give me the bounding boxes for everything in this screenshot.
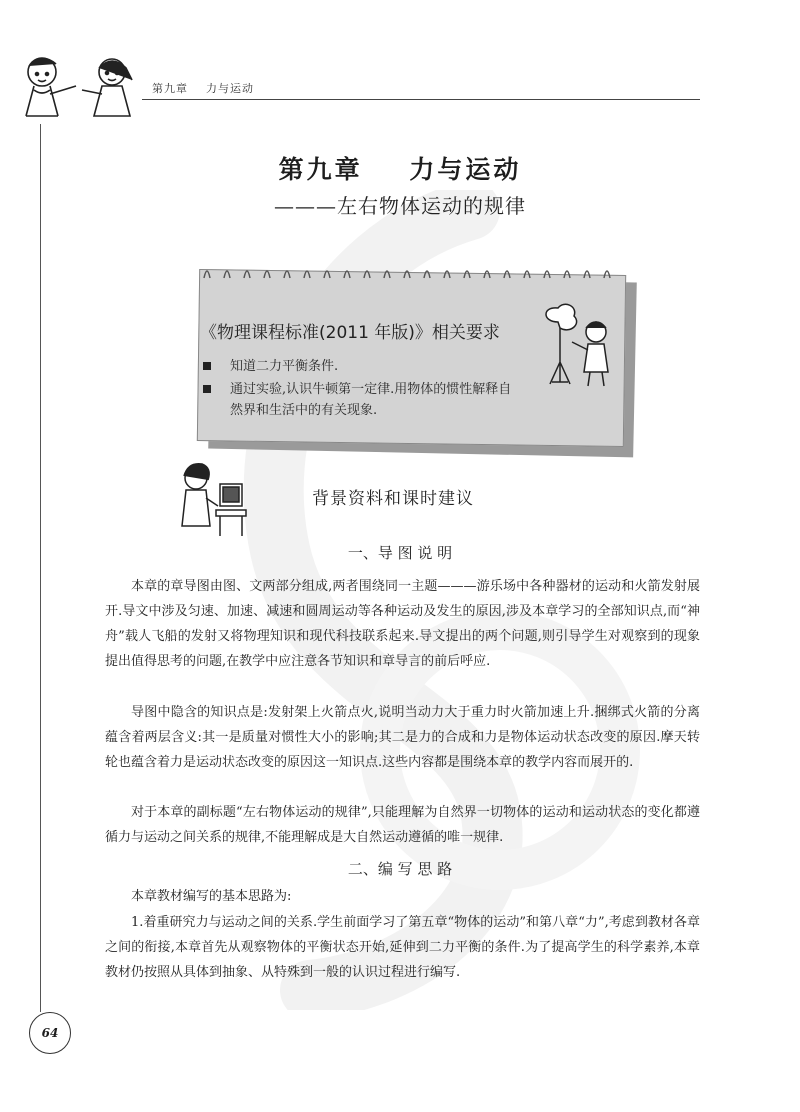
kid-with-tree-illustration [538,302,618,390]
header-rule [142,99,700,100]
paragraph: 1.着重研究力与运动之间的关系.学生前面学习了第五章“物体的运动”和第八章“力”,考虑到教材各章之间的衔接,本章首先从观察物体的平衡状态开始,延伸到二力平衡的条件.为了提高学生的科学素养,本章教材仍按照从具体到抽象、从特殊到一般的认识过程进行编写. [105,915,700,980]
section-heading: 背景资料和课时建议 [312,489,474,509]
paragraph: 本章教材编写的基本思路为: [131,889,292,904]
page-number: 64 [29,1012,71,1054]
list-item [200,379,520,421]
header-cartoon-kids-illustration [14,50,149,122]
running-head: 第九章 力与运动 [152,82,254,95]
teacher-at-computer-illustration [176,460,248,538]
square-bullet-icon [203,385,211,393]
requirements-list [200,356,520,423]
paragraph: 本章的章导图由图、文两部分组成,两者围绕同一主题———游乐场中各种器材的运动和火箭发射展开.导文中涉及匀速、加速、减速和圆周运动等各种运动及发生的原因,涉及本章学习的全部知识点,而“神舟”载人飞船的发射又将物理知识和现代科技联系起来.导文提出的两个问题,则引导学生对观察到的现象提出值得思考的问题,在教学中应注意各节知识和章导言的前后呼应. [105,579,700,669]
paragraph: 对于本章的副标题“左右物体运动的规律”,只能理解为自然界一切物体的运动和运动状态的变化都遵循力与运动之间关系的规律,不能理解成是大自然运动遵循的唯一规律. [105,805,700,845]
chapter-title: 第九章 力与运动 [278,155,522,184]
spiral-binding-icon [198,262,628,282]
part2-heading: 二、编 写 思 路 [347,860,453,878]
square-bullet-icon [203,362,211,370]
list-item [200,356,520,377]
part1-heading: 一、导 图 说 明 [347,544,453,562]
chapter-subtitle: ———左右物体运动的规律 [274,194,526,218]
list-item-text: 知道二力平衡条件. [230,359,339,374]
requirements-heading: 《物理课程标准(2011 年版)》相关要求 [200,323,500,343]
paragraph: 导图中隐含的知识点是:发射架上火箭点火,说明当动力大于重力时火箭加速上升.捆绑式火箭的分离蕴含着两层含义:其一是质量对惯性大小的影响;其二是力的合成和力是物体运动状态改变的原因.摩天转轮也蕴含着力是运动状态改变的原因这一知识点.这些内容都是围绕本章的教学内容而展开的. [105,705,700,770]
list-item-text: 通过实验,认识牛顿第一定律.用物体的惯性解释自然界和生活中的有关现象. [230,382,512,418]
